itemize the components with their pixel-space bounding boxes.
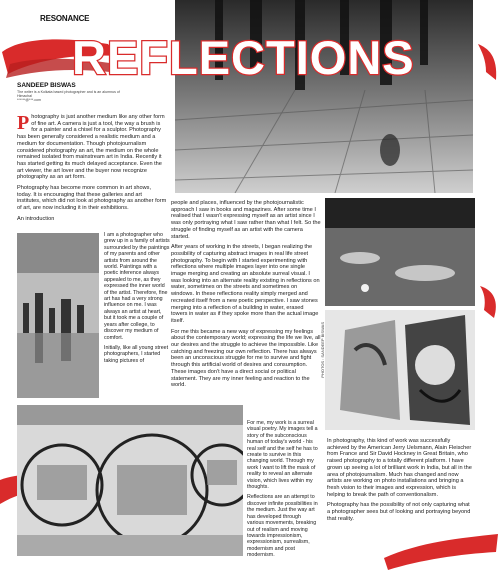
red-brush-stroke-side bbox=[474, 42, 500, 82]
bio-paragraph-1: I am a photographer who grew up in a family of artists surrounded by the paintings of my parents and other artists from around the world. Paintings with a poetic inference always appealed to me, as they expressed the inner world of the artist. Therefore, fine art has had a very strong influence on me. I was always an artist at heart, but it took me a couple of years after college, to discover my medium of comfort. bbox=[104, 232, 170, 341]
intro-paragraph: Photography is just another medium like any other form of fine art. A camera is just a tool, the way a brush is for a painter and a chisel for a sculptor. Photography has been generally considered a realistic medium and a medium for documentation. Though photojournalism considered photography an art, the medium on the whole remained isolated from mainstream art in India. Recently it has started getting its much delayed acceptance. Even the art viewer, the art lover and the buyer now recognize photography as an art form. bbox=[17, 112, 165, 181]
right-paragraph-2: Photography has the possibility of not only capturing what a photographer sees but of looking and portraying beyond that reality. bbox=[327, 502, 471, 522]
author-email: ******@***.com bbox=[17, 98, 42, 103]
drop-cap: P bbox=[17, 112, 30, 134]
bottom-paragraph-1: For me, my work is a surreal visual poetry. My images tell a story of the subconscious human of today's world - his real self and the self he has to create to survive in this changing world. Through my work I want to lift the mask of reality to reveal an alternate vision, which lives within my thoughts. bbox=[247, 420, 318, 491]
water-reflection-photo bbox=[325, 198, 475, 306]
author-bio-text: The writer is a Kolkata based photographer and is an alumnus of Himachal bbox=[17, 90, 120, 99]
red-brush-stroke-right bbox=[474, 282, 500, 322]
intro-heading: An introduction bbox=[17, 215, 55, 222]
portrait-reflection-photo bbox=[325, 310, 475, 430]
mirror-reflection-photo bbox=[17, 405, 243, 556]
city-reflection-photo bbox=[17, 233, 99, 398]
article-title: REFLECTIONS bbox=[72, 31, 415, 84]
intro-paragraph-2: Photography has become more common in art shows, today. It is encouraging that these galleries and art institutes, which did not look at photography as another form of art, are now including it in their exhibitions. bbox=[17, 185, 167, 212]
bio-paragraph-2: Initially, like all young street photographers, I started taking pictures of bbox=[104, 344, 169, 364]
author-bio bbox=[17, 90, 127, 103]
middle-paragraph-1: people and places, influenced by the photojournalistic approach I saw in books and magazines. After some time I realised that I wasn't expressing myself as an artist since I was only portraying what I saw rather than what I felt. So the struggle of finding myself as an artist with the camera started. bbox=[171, 200, 321, 240]
intro-column bbox=[17, 114, 167, 227]
author-name: SANDEEP BISWAS bbox=[17, 82, 76, 89]
bottom-column bbox=[247, 420, 319, 563]
middle-paragraph-2: After years of working in the streets, I began realizing the possibility of capturing abstract images in real life street photography. To begin with I started experimenting with reflections where multiple images layer into one single image merging and creating an absolute surreal visual. I was looking into an alternate reality existing in reflections on water, sometimes on the streets and sometimes on windows. In these reflections reality simply merged and recreated itself from a new poetic perspective. I saw stones merging into a reflection of a building in water, erased towers in water as if they spoke more than the actual image itself. bbox=[171, 244, 320, 324]
middle-paragraph-3: For me this became a new way of expressing my feelings about the contemporary world; expressing the life we live, all our desires and the struggle to achieve the impossible. Like catching and freezing our own reflection. There has always been an unconscious struggle for me to survive and fight through this artificial world of desires and consumption. These images don't have a direct social or political statement. They are my inner feeling and reaction to the world. bbox=[171, 328, 321, 389]
right-column bbox=[327, 438, 473, 526]
middle-column bbox=[171, 200, 321, 393]
rain-reflection-photo bbox=[175, 0, 473, 193]
bottom-paragraph-2: Reflections are an attempt to discover infinite possibilities in the medium. Just the way art has developed through various movements, breaking out of realism and moving towards impressionism, expressionism, surrealism, modernism and post modernism. bbox=[247, 494, 318, 559]
right-paragraph-1: In photography, this kind of work was successfully achieved by the American Jerry Uelsmann, Alain Fleischer from France and Sir David Hockney in Great Britain, who raised photography to a totally different platform. I have grown up seeing a lot of brilliant work in India, but all in the area of photojournalism. Much has changed and now artists are working on photo installations and bringing a fresh vision to their images and expression, which is helping to break the path of conventionalism. bbox=[327, 438, 472, 498]
photo-credit: PHOTOS : SANDEEP BISWAS bbox=[320, 322, 325, 378]
section-logo: RESONANCE bbox=[40, 14, 90, 23]
red-brush-stroke-corner bbox=[380, 528, 500, 570]
bio-column bbox=[104, 232, 170, 368]
